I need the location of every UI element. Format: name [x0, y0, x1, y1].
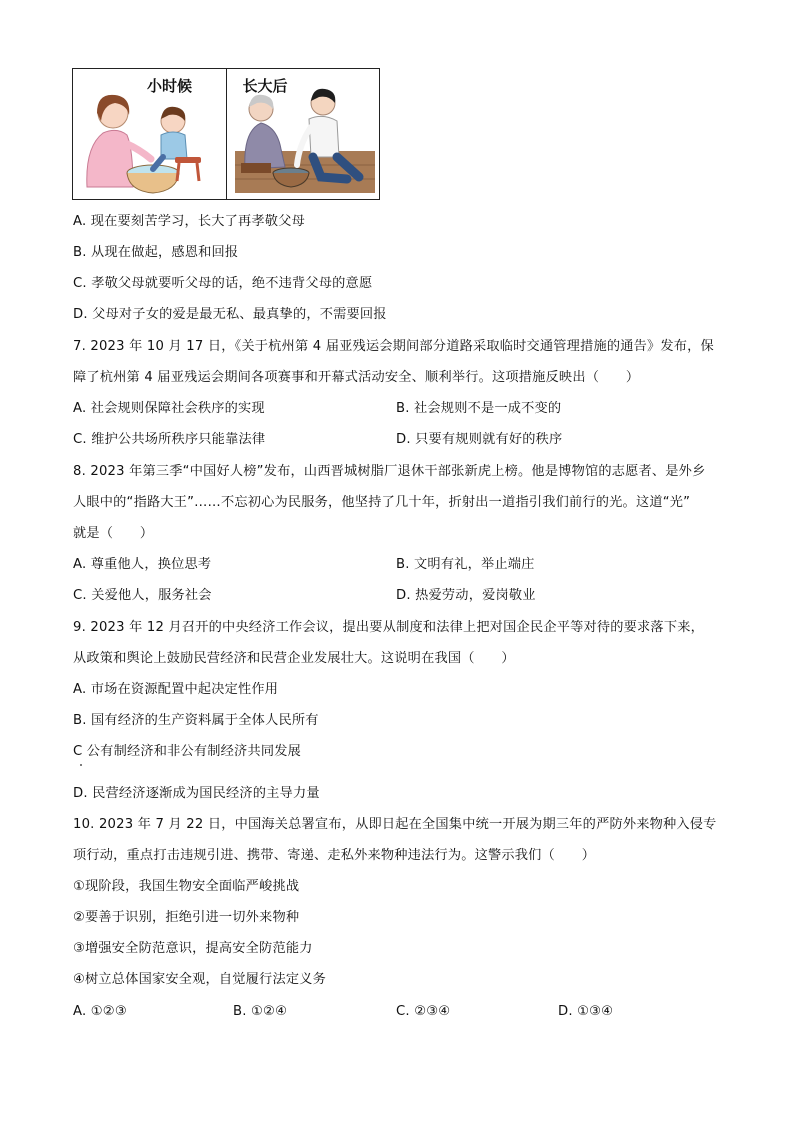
- childhood-label: 小时候: [147, 77, 193, 95]
- adulthood-label: 长大后: [242, 77, 288, 95]
- q7-option-c: C. 维护公共场所秩序只能靠法律: [73, 432, 266, 447]
- q9-option-b: B. 国有经济的生产资料属于全体人民所有: [73, 713, 319, 728]
- q10-item-3: ③增强安全防范意识，提高安全防范能力: [73, 941, 313, 956]
- q10-option-c: C. ②③④: [396, 1004, 451, 1019]
- q6-option-a: A. 现在要刻苦学习，长大了再孝敬父母: [73, 214, 305, 229]
- q10-item-4: ④树立总体国家安全观，自觉履行法定义务: [73, 972, 326, 987]
- q7-stem-line1: 7. 2023 年 10 月 17 日，《关于杭州第 4 届亚残运会期间部分道路采取临时交通管理措施的通告》发布，保: [73, 339, 714, 354]
- q10-option-a: A. ①②③: [73, 1004, 127, 1019]
- q7-stem-line2: 障了杭州第 4 届亚残运会期间各项赛事和开幕式活动安全、顺利举行。这项措施反映出（ ）: [73, 370, 640, 385]
- q10-stem-line1: 10. 2023 年 7 月 22 日，中国海关总署宣布，从即日起在全国集中统一开展为期三年的严防外来物种入侵专: [73, 817, 717, 832]
- q6-option-d: D. 父母对子女的爱是最无私、最真挚的，不需要回报: [73, 307, 387, 322]
- q8-option-c: C. 关爱他人，服务社会: [73, 588, 212, 603]
- q6-option-b: B. 从现在做起，感恩和回报: [73, 245, 239, 260]
- adulthood-panel: [226, 69, 380, 199]
- q10-item-2: ②要善于识别，拒绝引进一切外来物种: [73, 910, 300, 925]
- q8-option-b: B. 文明有礼，举止端庄: [396, 557, 535, 572]
- q8-stem-line2: 人眼中的“指路大王”……不忘初心为民服务，他坚持了几十年，折射出一道指引我们前行的光。这道“光”: [73, 495, 691, 510]
- q7-option-b: B. 社会规则不是一成不变的: [396, 401, 562, 416]
- q8-stem-line1: 8. 2023 年第三季“中国好人榜”发布，山西晋城树脂厂退休干部张新虎上榜。他是博物馆的志愿者、是外乡: [73, 464, 706, 479]
- q8-option-d: D. 热爱劳动，爱岗敬业: [396, 588, 536, 603]
- q10-stem-line2: 项行动，重点打击违规引进、携带、寄递、走私外来物种违法行为。这警示我们（ ）: [73, 848, 596, 863]
- q9-option-c: C 公有制经济和非公有制经济共同发展: [73, 744, 301, 759]
- stray-dot: [80, 764, 82, 766]
- q8-stem-line3: 就是（ ）: [73, 526, 154, 541]
- q10-option-d: D. ①③④: [558, 1004, 614, 1019]
- q7-option-a: A. 社会规则保障社会秩序的实现: [73, 401, 265, 416]
- q8-option-a: A. 尊重他人，换位思考: [73, 557, 212, 572]
- q7-option-d: D. 只要有规则就有好的秩序: [396, 432, 563, 447]
- q10-option-b: B. ①②④: [233, 1004, 288, 1019]
- childhood-panel: [73, 69, 226, 199]
- q9-option-d: D. 民营经济逐渐成为国民经济的主导力量: [73, 786, 320, 801]
- q9-stem-line2: 从政策和舆论上鼓励民营经济和民营企业发展壮大。这说明在我国（ ）: [73, 651, 515, 666]
- q9-option-a: A. 市场在资源配置中起决定性作用: [73, 682, 279, 697]
- q9-stem-line1: 9. 2023 年 12 月召开的中央经济工作会议，提出要从制度和法律上把对国企民企平等对待的要求落下来，: [73, 620, 704, 635]
- q6-option-c: C. 孝敬父母就要听父母的话，绝不违背父母的意愿: [73, 276, 373, 291]
- illustration-figure: [72, 68, 380, 200]
- q10-item-1: ①现阶段，我国生物安全面临严峻挑战: [73, 879, 300, 894]
